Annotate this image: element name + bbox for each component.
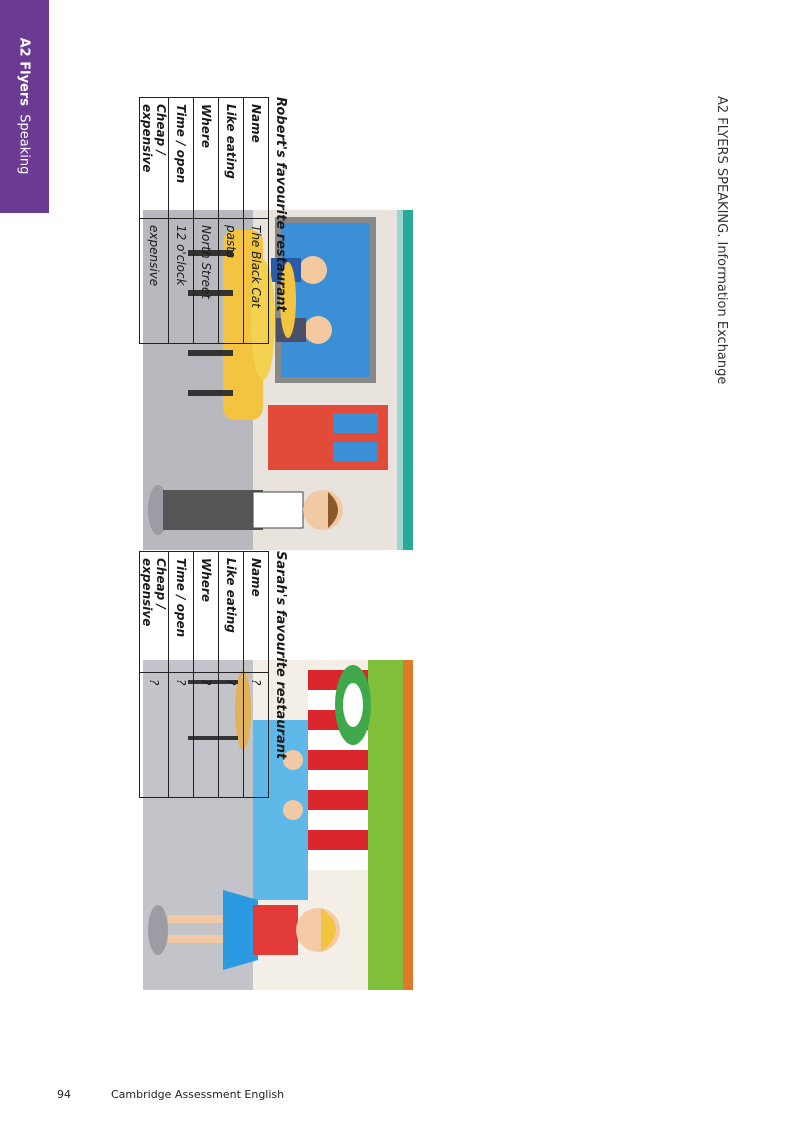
table-row: [169, 98, 194, 344]
table-row: [219, 552, 244, 798]
row-label: Where: [194, 98, 219, 219]
table-row: [244, 98, 269, 344]
row-value: expensive: [140, 219, 169, 344]
row-label: Cheap / expensive: [140, 552, 169, 673]
row-value: ?: [219, 673, 244, 798]
row-value: ?: [140, 673, 169, 798]
row-value: ?: [169, 673, 194, 798]
row-label: Like eating: [219, 552, 244, 673]
row-value: ?: [194, 673, 219, 798]
row-label: Name: [244, 98, 269, 219]
table-row: [194, 552, 219, 798]
side-tab-label: A2 Flyers Speaking: [16, 37, 32, 175]
robert-info-table: [139, 97, 269, 344]
row-value: The Black Cat: [244, 219, 269, 344]
row-label: Cheap / expensive: [140, 98, 169, 219]
table-row: [169, 552, 194, 798]
row-label: Time / open: [169, 98, 194, 219]
table-row: [140, 552, 169, 798]
robert-table-title: Robert's favourite restaurant: [273, 97, 288, 312]
row-label: Where: [194, 552, 219, 673]
table-row: [244, 552, 269, 798]
row-value: 12 o'clock: [169, 219, 194, 344]
table-row: [194, 98, 219, 344]
row-label: Name: [244, 552, 269, 673]
table-row: [140, 98, 169, 344]
row-label: Time / open: [169, 552, 194, 673]
row-value: pasta: [219, 219, 244, 344]
row-value: North Street: [194, 219, 219, 344]
table-row: [219, 98, 244, 344]
section-caption: A2 FLYERS SPEAKING. Information Exchange: [714, 96, 729, 385]
sarah-info-table: [139, 551, 269, 798]
page-number: 94: [57, 1088, 71, 1101]
sarah-table-title: Sarah's favourite restaurant: [273, 551, 288, 760]
row-label: Like eating: [219, 98, 244, 219]
row-value: ?: [244, 673, 269, 798]
publisher-name: Cambridge Assessment English: [111, 1088, 285, 1101]
